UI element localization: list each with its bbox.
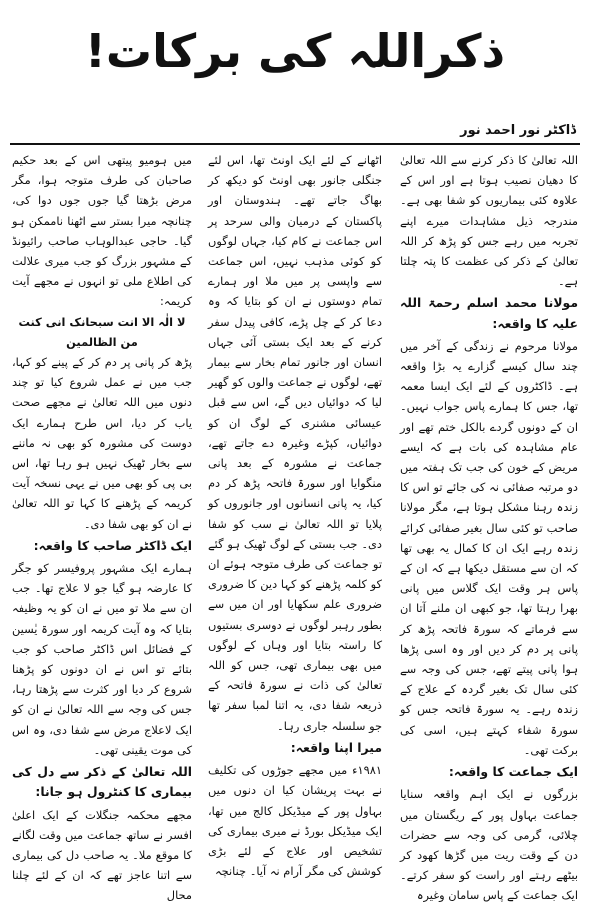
section-heading: میرا اپنا واقعہ: [290, 739, 382, 755]
section-heading: مولانا محمد اسلم رحمۃ اللہ علیہ کا واقعہ: [400, 295, 578, 331]
article-title: ذکراللہ کی برکات! [84, 24, 506, 78]
paragraph: اللہ تعالیٰ کا ذکر کرنے سے اللہ تعالیٰ کا دھیان نصیب ہوتا ہے اور اس کے علاوہ کئی بیماریوں کو شفا بھی ہے۔ مندرجہ ذیل مشاہدات میرے اپنے تجربہ میں رہے جس کو پڑھ کر اللہ تعالیٰ کے ذکر کی عظمت کا پتہ چلتا ہے۔ [400, 153, 578, 289]
paragraph: اٹھانے کے لئے ایک اونٹ تھا، اس لئے جنگلی جانور بھی اونٹ کو دیکھ کر بھاگ جاتے تھے۔ ہندوستان اور پاکستان کے درمیان والی سرحد پر اس جماعت نے کام کیا، جہاں لوگوں کو کوئی مذہب نہیں، اس جماعت سے واپسی پر میں ملا اور ہمارے تمام دوستوں نے ان کو بتایا کہ وہ دعا کر کے چل پڑے، کافی پیدل سفر کرنے کے بعد ایک بستی آئی جہاں انسان اور جانور تمام بخار سے بیمار تھے، لوگوں نے جماعت والوں کو گھیر لیا کہ دوائیاں دیں گے، اس سے قبل عیسائی مشنری کے لوگ ان کو دوائیاں، کپڑے وغیرہ دے جاتے تھے، جماعت نے مشورہ کے بعد پانی منگوایا اور سورۃ فاتحہ پڑھ کر دم کیا، یہ پانی انسانوں اور جانوروں کو پلایا تو اللہ تعالیٰ نے سب کو شفا دی۔ جب بستی کے لوگ ٹھیک ہو گئے تو جماعت کی طرف متوجہ ہوئے ان کو کلمہ پڑھنے کو کہا دین کا ضروری ضروری علم سکھایا اور ان میں سے بطور رہبر لوگوں نے دوسری بستیوں کا راستہ بتایا اور وہاں کے لوگوں میں بھی بیماری تھی، جس کو اللہ تعالیٰ کی ذات نے سورۃ فاتحہ کے ذریعہ شفا دی، یہ اتنا لمبا سفر تھا جو سلسلہ جاری رہا۔ [208, 153, 382, 733]
column-middle [208, 150, 382, 879]
paragraph: ہمارے ایک مشہور پروفیسر کو جگر کا عارضہ ہو گیا جو لا علاج تھا۔ جب ان سے ملا تو میں نے ان کو یہ وظیفہ بتایا کہ وہ آیت کریمہ اور سورۃ یٰسین کے فضائل اس ڈاکٹر صاحب کو جب بتائے تو اس نے ان دونوں کو پڑھنا شروع کر دیا اور کثرت سے پڑھتا رہا، جس کی وجہ سے اللہ تعالیٰ نے ان کو ایک لاعلاج مرض سے شفا دی، وہ اس کی موت یقینی تھی۔ [12, 561, 192, 757]
paragraph: پڑھ کر پانی پر دم کر کے پینے کو کہا، جب میں نے عمل شروع کیا تو چند دنوں میں اللہ تعالیٰ نے مجھے صحت یاب کر دیا، اس طرح ہمارے ایک دوست کی مشورہ کو بھی نہ ماننے سے بخار ٹھیک نہیں ہو رہا تھا، اس بی پی کو بھی میں نے یہی نسخہ آیت کریمہ کے پڑھنے کا کہا تو اللہ تعالیٰ نے ان کو بھی شفا دی۔ [12, 355, 192, 531]
paragraph: مجھے محکمہ جنگلات کے ایک اعلیٰ افسر نے ساتھ جماعت میں وقت لگانے کا موقع ملا۔ یہ صاحب دل کی بیماری سے اتنا عاجز تھے کہ ان کے لئے چلنا محال [12, 807, 192, 903]
column-left [12, 150, 192, 903]
paragraph: میں ہومیو پیتھی اس کے بعد حکیم صاحبان کی طرف متوجہ ہوا، مگر مرض بڑھتا گیا جوں جوں دوا کی، چنانچہ میرا بستر سے اٹھنا ناممکن ہو گیا۔ حاجی عبدالوہاب صاحب رائیونڈ کے مشہور بزرگ کو جب میری علالت کی اطلاع ملی تو انہوں نے مجھے آیت کریمہ: [12, 153, 192, 309]
title-divider [10, 143, 580, 145]
paragraph: مولانا مرحوم نے زندگی کے آخر میں چند سال کیسے گزارے یہ بڑا واقعہ ہے۔ ڈاکٹروں کے لئے ایک ایسا معمہ تھا، جس کا ہمارے پاس جواب نہیں۔ ان کے دونوں گردے بالکل ختم تھے اور عام مشاہدہ کی بات ہے کہ ایسے مریض کے خون کی جب تک ہفتہ میں دو مرتبہ صفائی نہ کی جائے تو اس کا زندہ رہنا مشکل ہوتا ہے، مگر مولانا صاحب تو کئی سال بغیر صفائی کرائے زندہ رہے ایک ان کا کمال یہ بھی تھا کہ ان سے مستقل دیکھا ہے کہ ان کے پاس ہر وقت ایک گلاس میں پانی بھرا رہتا تھا، جو کبھی ان ملنے آتا ان سے فرماتے کہ سورۃ فاتحہ پڑھ کر پانی پر دم کر دیں اور وہ اسی پڑھا ہوا پانی پیتے تھے، جس کی وجہ سے کئی سال تک بغیر گردہ کے علاج کے زندہ رہے۔ یہ سورۃ فاتحہ جس کو سورۃ شفاء کہتے ہیں، اسی کی برکت تھی۔ [400, 338, 578, 757]
column-right [400, 150, 578, 903]
section-heading: ایک ڈاکٹر صاحب کا واقعہ: [33, 537, 192, 553]
section-heading: اللہ تعالیٰ کے ذکر سے دل کی بیماری کا کنٹرول ہو جانا: [12, 764, 192, 800]
paragraph: ۱۹۸۱ء میں مجھے جوڑوں کی تکلیف نے بہت پریشان کیا ان دنوں میں بہاول پور کے میڈیکل کالج میں تھا، ایک میڈیکل بورڈ نے میری بیماری کی تشخیص اور علاج کے لئے بڑی کوشش کی مگر آرام نہ آیا۔ چنانچہ [208, 763, 382, 879]
verse-text: لا الٰہ الا انت سبحانک انی کنت من الظالمین [18, 314, 186, 349]
author-byline: ڈاکٹر نور احمد نور [460, 123, 576, 138]
paragraph: بزرگوں نے ایک اہم واقعہ سنایا جماعت بہاول پور کے ریگستان میں چلائی، گرمی کی وجہ سے حضرات دن کے وقت ریت میں گڑھا کھود کر بیٹھے رہتے اور راست کو سفر کرتے۔ ایک جماعت کے پاس سامان وغیرہ [400, 787, 578, 903]
section-heading: ایک جماعت کا واقعہ: [448, 764, 578, 780]
